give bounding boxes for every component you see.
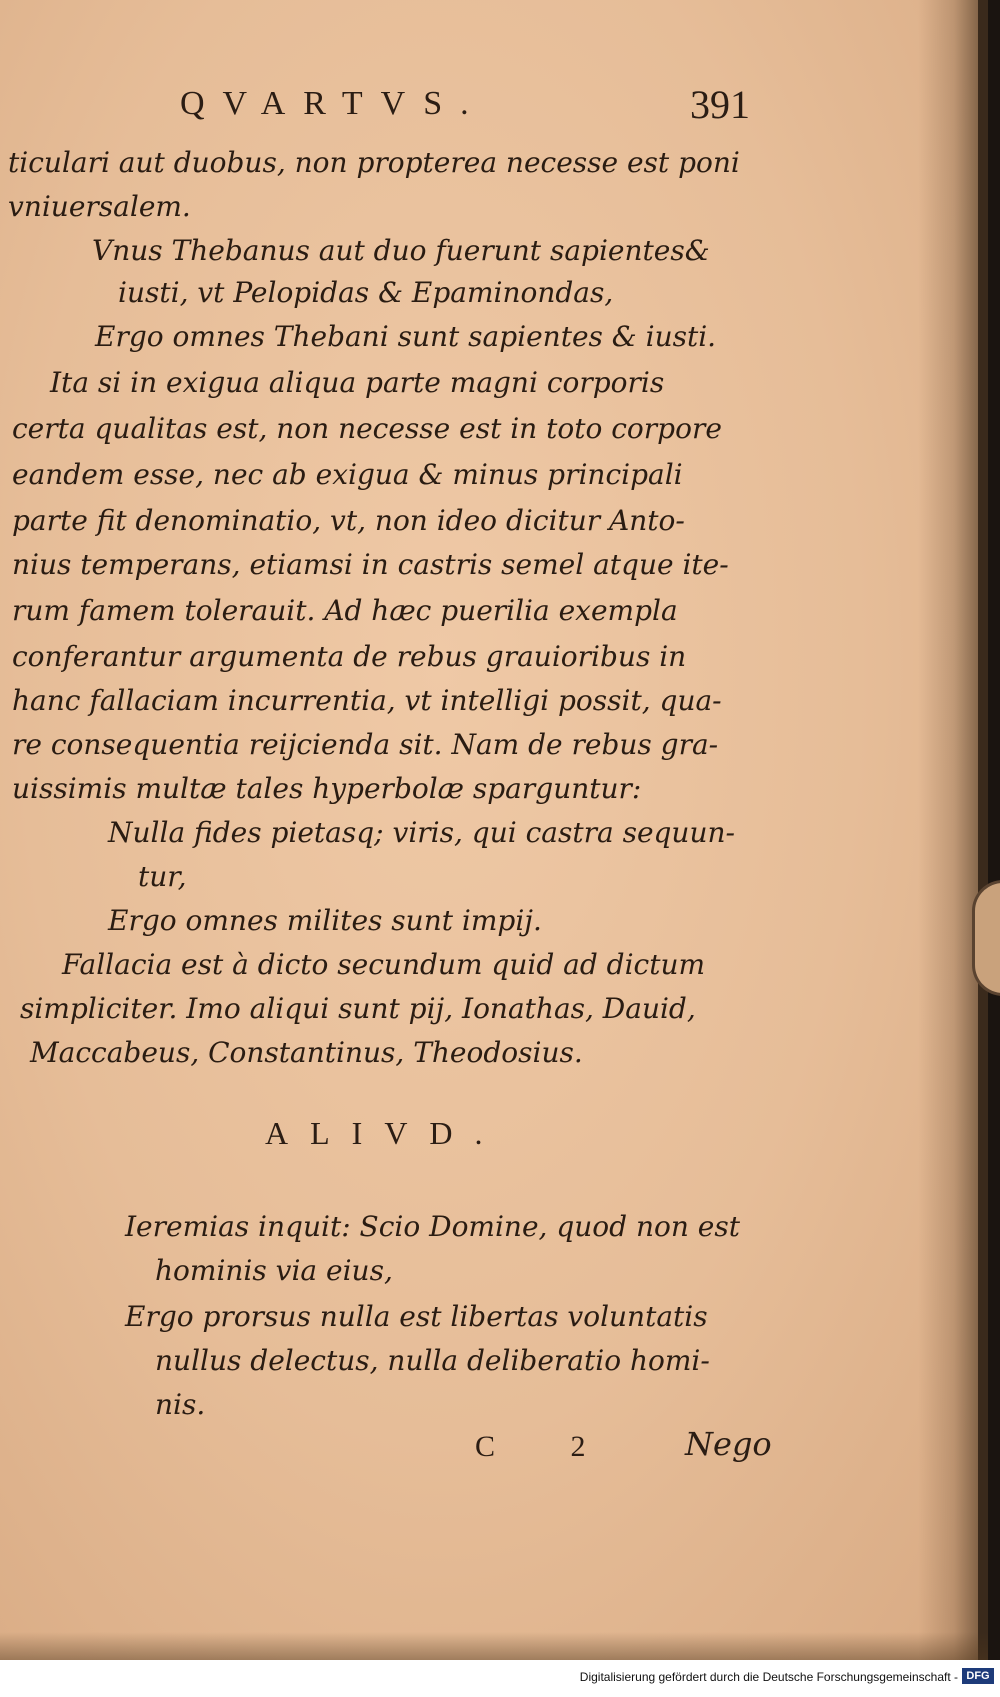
text-line: nullus delectus, nulla deliberatio homi- [155, 1344, 710, 1377]
text-line: nis. [155, 1388, 206, 1421]
text-line: iusti, vt Pelopidas & Epaminondas, [118, 276, 614, 309]
text-line: tur, [138, 860, 187, 893]
text-line: ticulari aut duobus, non propterea necesse est poni [8, 146, 740, 179]
text-line: Vnus Thebanus aut duo fuerunt sapientes& [92, 234, 710, 267]
text-line: uissimis multæ tales hyperbolæ sparguntur: [12, 772, 642, 805]
text-line: parte fit denominatio, vt, non ideo dicitur Anto- [12, 504, 685, 537]
book-clasp [972, 880, 1000, 996]
signature-mark: C 2 [475, 1430, 620, 1463]
text-line: Ergo prorsus nulla est libertas voluntatis [125, 1300, 708, 1333]
running-head-title: QVARTVS. [180, 85, 487, 122]
running-head [180, 82, 780, 135]
footer-bar [0, 1660, 1000, 1697]
dfg-logo-icon: DFG [962, 1668, 994, 1684]
text-line: Ieremias inquit: Scio Domine, quod non est [125, 1210, 740, 1243]
section-heading: ALIVD. [265, 1115, 505, 1151]
text-line: rum famem tolerauit. Ad hæc puerilia exempla [12, 594, 678, 627]
text-line: conferantur argumenta de rebus grauioribus in [12, 640, 687, 673]
text-line: Ita si in exigua aliqua parte magni corporis [50, 366, 665, 399]
text-line: eandem esse, nec ab exigua & minus principali [12, 458, 683, 491]
page-bottom-shadow [0, 1632, 988, 1660]
catchword: Nego [685, 1425, 772, 1463]
text-line: nius temperans, etiamsi in castris semel atque ite- [12, 548, 729, 581]
text-line: hanc fallaciam incurrentia, vt intelligi possit, qua- [12, 684, 722, 717]
text-line: Fallacia est à dicto secundum quid ad dictum [62, 948, 706, 981]
text-line: Nulla fides pietasq; viris, qui castra sequun- [108, 816, 735, 849]
text-line: vniuersalem. [8, 190, 191, 223]
text-line: certa qualitas est, non necesse est in toto corpore [12, 412, 722, 445]
footer-credit: Digitalisierung gefördert durch die Deutsche Forschungsgemeinschaft - [579, 1670, 958, 1684]
text-line: Ergo omnes Thebani sunt sapientes & iusti. [95, 320, 717, 353]
text-line: hominis via eius, [155, 1254, 393, 1287]
text-line: re consequentia reijcienda sit. Nam de rebus gra- [12, 728, 719, 761]
page-number: 391 [690, 82, 750, 127]
text-line: Maccabeus, Constantinus, Theodosius. [30, 1036, 583, 1069]
text-line: simpliciter. Imo aliqui sunt pij, Ionathas, Dauid, [20, 992, 696, 1025]
text-line: Ergo omnes milites sunt impij. [108, 904, 542, 937]
page-edge-shadow [918, 0, 978, 1660]
